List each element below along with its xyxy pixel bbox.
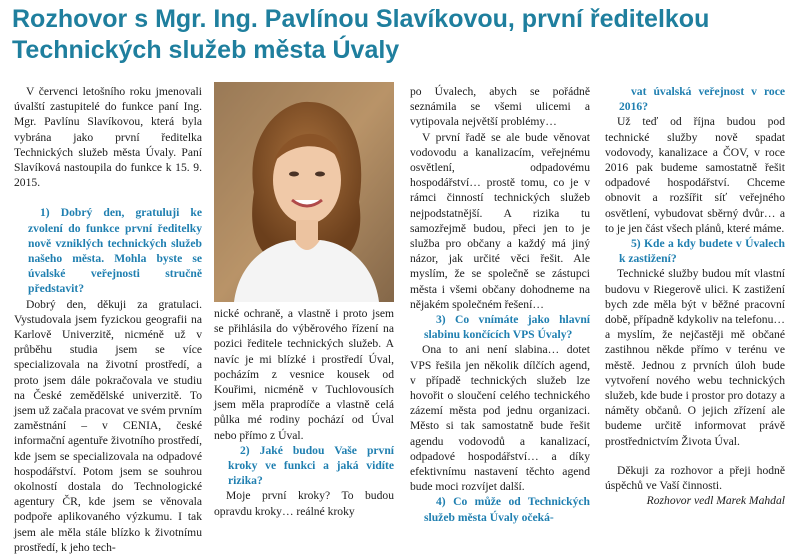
column-4 (605, 84, 785, 508)
portrait-image (214, 82, 394, 302)
question-4: 4) Co může od Technických služeb města Úvaly očeká- (424, 495, 590, 524)
answer-5: Technické služby budou mít vlastní budovu v Riegerově ulici. K zastižení bych zde měla být v běžné pracovní době, případně kdykoliv na telefonu… a myslím, že nejčastěji mě občané zastihnou někde přímo v terénu ve městě. Jednou z prvních úloh bude vytvoření nového webu technických služeb, kde bude i prostor pro dotazy a náměty občanů. O jejich zřízení ale budeme určitě informovat právě prostřednictvím Života Úval. (605, 267, 785, 448)
intro-paragraph: V červenci letošního roku jmenovali úvalští zastupitelé do funkce paní Ing. Mgr. Pavlínu Slavíkovou, která byla vybrána jako první ředitelka Technických služeb města Úvaly. Paní Slavíková nastoupila do funkce k 15. 9. 2015. (14, 85, 202, 190)
question-1: 1) Dobrý den, gratuluji ke zvolení do funkce první ředitelky nově vzniklých technických služeb našeho města. Mohla byste se úvalské veřejnosti stručně představit? (28, 206, 202, 296)
interview-credit: Rozhovor vedl Marek Mahdal (646, 494, 785, 508)
closing-thanks: Děkuji za rozhovor a přeji hodně úspěchů ve Vaší činnosti. (605, 463, 785, 493)
answer-2: Moje první kroky? To budou opravdu kroky… reálné kroky (214, 489, 394, 518)
answer-4: Už teď od října budou pod technické služby nově spadat vodovody, kanalizace a ČOV, v roce 2016 pak budeme samostatně řešit odpadové hospodářství. Chceme obnovit a rozšířit síť veřejného osvětlení, vybudovat sběrný dvůr… a to je jen část všech plánů, které máme. (605, 115, 785, 235)
column-1 (14, 84, 202, 555)
answer-2-continued: po Úvalech, abych se pořádně seznámila se všemi ulicemi a vytipovala největší problémy… (410, 85, 590, 129)
column-3 (410, 84, 590, 525)
answer-2-paragraph-2: V první řadě se ale bude věnovat vodovodu a kanalizacím, veřejnému osvětlení, odpadovému hospodářství… prostě tomu, co je v rámci činností technických služeb nejpodstatnější. A rizika tu samozřejmě budou, přeci jen to je služba pro občany a každý má jiný názor, jak určité věci řešit. Ale myslím, že se společně se zástupci města i všemi občany dohodneme na nějakém společném řešení… (410, 130, 590, 311)
question-3: 3) Co vnímáte jako hlavní slabinu končících VPS Úvaly? (424, 313, 590, 342)
portrait-photo (214, 82, 394, 302)
answer-1: Dobrý den, děkuji za gratulaci. Vystudovala jsem fyzickou geografii na Karlově Univerzitě, nicméně už v průběhu studia jsem se více specializovala na životní prostředí, a proto jsem dále pokračovala ve studiu na České zemědělské univerzitě. To jsem už začala pracovat ve svém prvním zaměstnání – v CENIA, české informační agentuře životního prostředí, kde jsem se specializovala na odpadové hospodářství. Potom jsem se souhrou okolností dostala do Technologické agentury ČR, kde jsem se věnovala podpoře aplikovaného výzkumu. I tak jsem ale měla stále blízko k životnímu prostředí, k jeho tech- (14, 297, 202, 554)
column-2 (214, 306, 394, 519)
article-title: Rozhovor s Mgr. Ing. Pavlínou Slavíkovou, první ředitelkou Technických služeb města Úvaly (12, 5, 710, 64)
answer-1-continued: nické ochraně, a vlastně i proto jsem se přihlásila do výběrového řízení na pozici ředitele technických služeb. A navíc je mi blízké i prostředí Úval, pocházím z vesnice kousek od Kouřimi, nicméně v Tuchlovousích jsem měla praprodíče a vlastně celá půlka mé rodiny pochází od Úval nebo přímo z Úval. (214, 307, 394, 442)
question-5: 5) Kde a kdy budete v Úvalech k zastižení? (619, 237, 785, 266)
question-4-continued: vat úvalská veřejnost v roce 2016? (619, 85, 785, 114)
question-2: 2) Jaké budou Vaše první kroky ve funkci a jaká vidíte rizika? (228, 443, 394, 488)
answer-3: Ona to ani není slabina… dotet VPS řešila jen několik dílčích agend, v případě technických služeb lze hovořit o sloučení celého technického zázemí města pod jednu organizaci. Město si tak samostatně bude řešit agendu vodovodů a kanalizací, odpadové hospodářství… a díky efektivnímu nastavení těchto agend bude moci rozvíjet další. (410, 343, 590, 494)
